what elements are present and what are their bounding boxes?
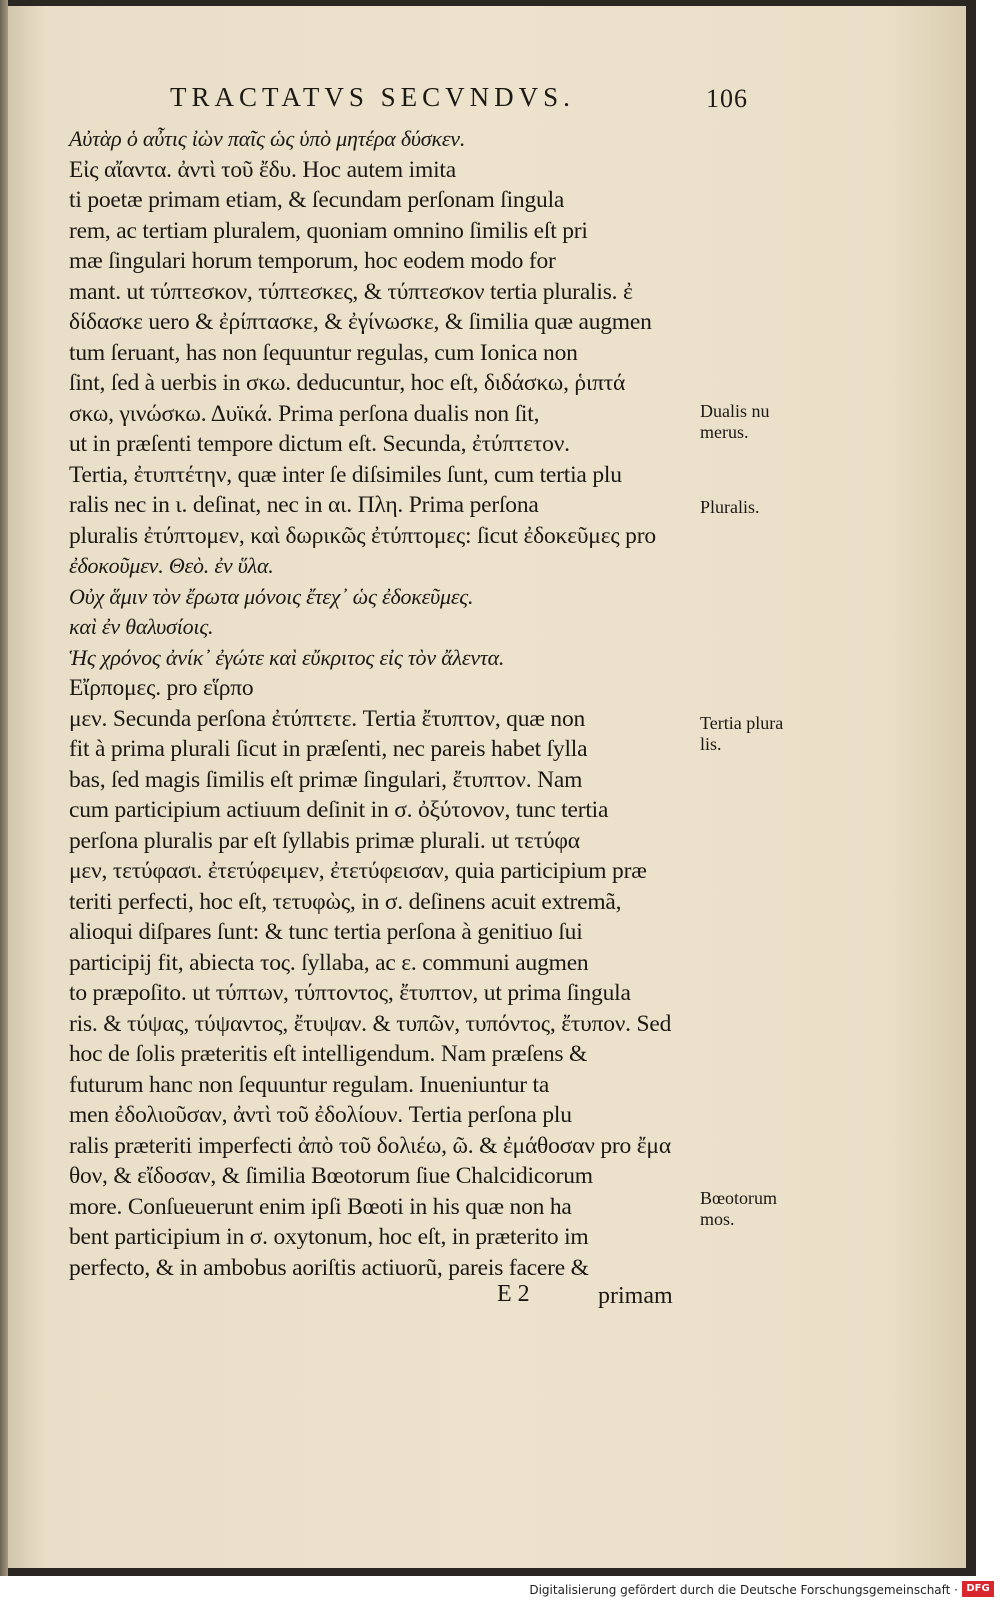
text-line: perſona pluralis par eſt ſyllabis primæ plurali. ut τετύφα [69,827,580,854]
text-line: Ἡς χρόνος ἀνίκ᾽ ἐγώτε καὶ εὔκριτος εἰς τὸν ἄλεντα. [69,644,505,670]
margin-note-dualis: Dualis nu merus. [700,401,770,442]
text-line: ralis nec in ι. deſinat, nec in αι. Πλη. Prima perſona [69,492,539,518]
text-line: σκω, γινώσκω. Δυϊκά. Prima perſona dualis non ſit, [69,400,540,427]
text-line: Εἰς αἴαντα. ἀντὶ τοῦ ἔδυ. Hoc autem imita [69,156,456,183]
margin-note-tertia: Tertia plura lis. [700,713,784,754]
text-line: ralis præteriti imperfecti ἀπὸ τοῦ δολιέω, ῶ. & ἐμάθοσαν pro ἔμα [69,1132,671,1159]
text-line: fit à prima plurali ſicut in præſenti, nec pareis habet ſylla [69,736,588,762]
text-line: ti poetæ primam etiam, & ſecundam perſonam ſingula [69,187,565,213]
margin-note-pluralis: Pluralis. [700,497,760,517]
text-line: ἐδοκοῦμεν. Θεὸ. ἐν ὕλα. [69,553,274,578]
text-line: Εἴρπομες. pro εἵρπο [69,675,254,701]
text-line: cum participium actiuum deſinit in σ. ὀξύτονον, tunc tertia [69,797,609,823]
text-line: ris. & τύψας, τύψαντος, ἔτυψαν. & τυπῶν, τυπόντος, ἔτυπον. Sed [69,1010,672,1037]
running-title: TRACTATVS SECVNDVS. [170,82,575,112]
text-line: pluralis ἐτύπτομεν, καὶ δωρικῶς ἐτύπτομες: ſicut ἐδοκεῦμες pro [69,522,656,549]
text-line: mæ ſingulari horum temporum, hoc eodem modo for [69,248,556,274]
text-line: μεν. Secunda perſona ἐτύπτετε. Tertia ἔτυπτον, quæ non [69,705,586,732]
text-line: δίδασκε uero & ἐρίπτασκε, & ἐγίνωσκε, & ſimilia quæ augmen [69,309,652,335]
margin-note-boeotorum: Bœotorum mos. [700,1188,778,1229]
text-line: μεν, τετύφασι. ἐτετύφειμεν, ἐτετύφεισαν, quia participium præ [69,858,647,884]
text-line: perfecto, & in ambobus aoriſtis actiuorũ, pareis facere & [69,1254,589,1281]
text-line: mant. ut τύπτεσκον, τύπτεσκες, & τύπτεσκον tertia pluralis. ἐ [69,278,633,305]
text-line: participij fit, abiecta τος. ſyllaba, ac ε. communi augmen [69,949,589,976]
footer-credit: Digitalisierung gefördert durch die Deutsche Forschungsgemeinschaft · [529,1583,958,1597]
footer-bar [0,1576,1000,1607]
text-line: bas, ſed magis ſimilis eſt primæ ſingulari, ἔτυπτον. Nam [69,766,583,793]
text-line: Αὐτὰρ ὁ αὖτις ἰὼν παῖς ὡς ὑπὸ μητέρα δύσκεν. [69,126,466,151]
text-line: ut in præſenti tempore dictum eſt. Secunda, ἐτύπτετον. [69,431,570,457]
dfg-logo-icon: DFG [962,1581,994,1597]
text-line: teriti perfecti, hoc eſt, τετυφὼς, in σ. deſinens acuit extremã, [69,888,622,915]
text-line: Οὐχ ἅμιν τὸν ἔρωτα μόνοις ἔτεχ᾽ ὡς ἐδοκεῦμες. [69,583,474,609]
text-line: to præpoſito. ut τύπτων, τύπτοντος, ἔτυπτον, ut prima ſingula [69,980,631,1006]
text-line: more. Conſueuerunt enim ipſi Bœoti in his quæ non ha [69,1193,572,1220]
text-line: futurum hanc non ſequuntur regulam. Inueniuntur ta [69,1071,550,1098]
book-spine [0,0,8,1576]
text-line: rem, ac tertiam pluralem, quoniam omnino ſimilis eſt pri [69,217,588,244]
text-line: θον, & εἴδοσαν, & ſimilia Bœotorum ſiue Chalcidicorum [69,1163,593,1189]
text-line: hoc de ſolis præteritis eſt intelligendum. Nam præſens & [69,1041,588,1067]
text-line: ſint, ſed à uerbis in σκω. deducuntur, hoc eſt, διδάσκω, ῥιπτά [69,370,626,396]
running-header [170,82,760,113]
signature-mark: E 2 [497,1281,530,1307]
text-line: alioqui diſpares ſunt: & tunc tertia perſona à genitiuo ſui [69,919,583,945]
text-line: Tertia, ἐτυπτέτην, quæ inter ſe diſsimiles ſunt, cum tertia plu [69,461,622,488]
body-text [69,124,709,1283]
text-line: men ἐδολιοῦσαν, ἀντὶ τοῦ ἐδολίουν. Tertia perſona plu [69,1102,572,1128]
text-line: καὶ ἐν θαλυσίοις. [69,614,214,639]
page-number: 106 [706,84,748,113]
text-line: bent participium in σ. oxytonum, hoc eſt, in præterito im [69,1224,589,1250]
catchword: primam [598,1283,673,1309]
text-line: tum ſeruant, has non ſequuntur regulas, cum Ionica non [69,339,578,366]
